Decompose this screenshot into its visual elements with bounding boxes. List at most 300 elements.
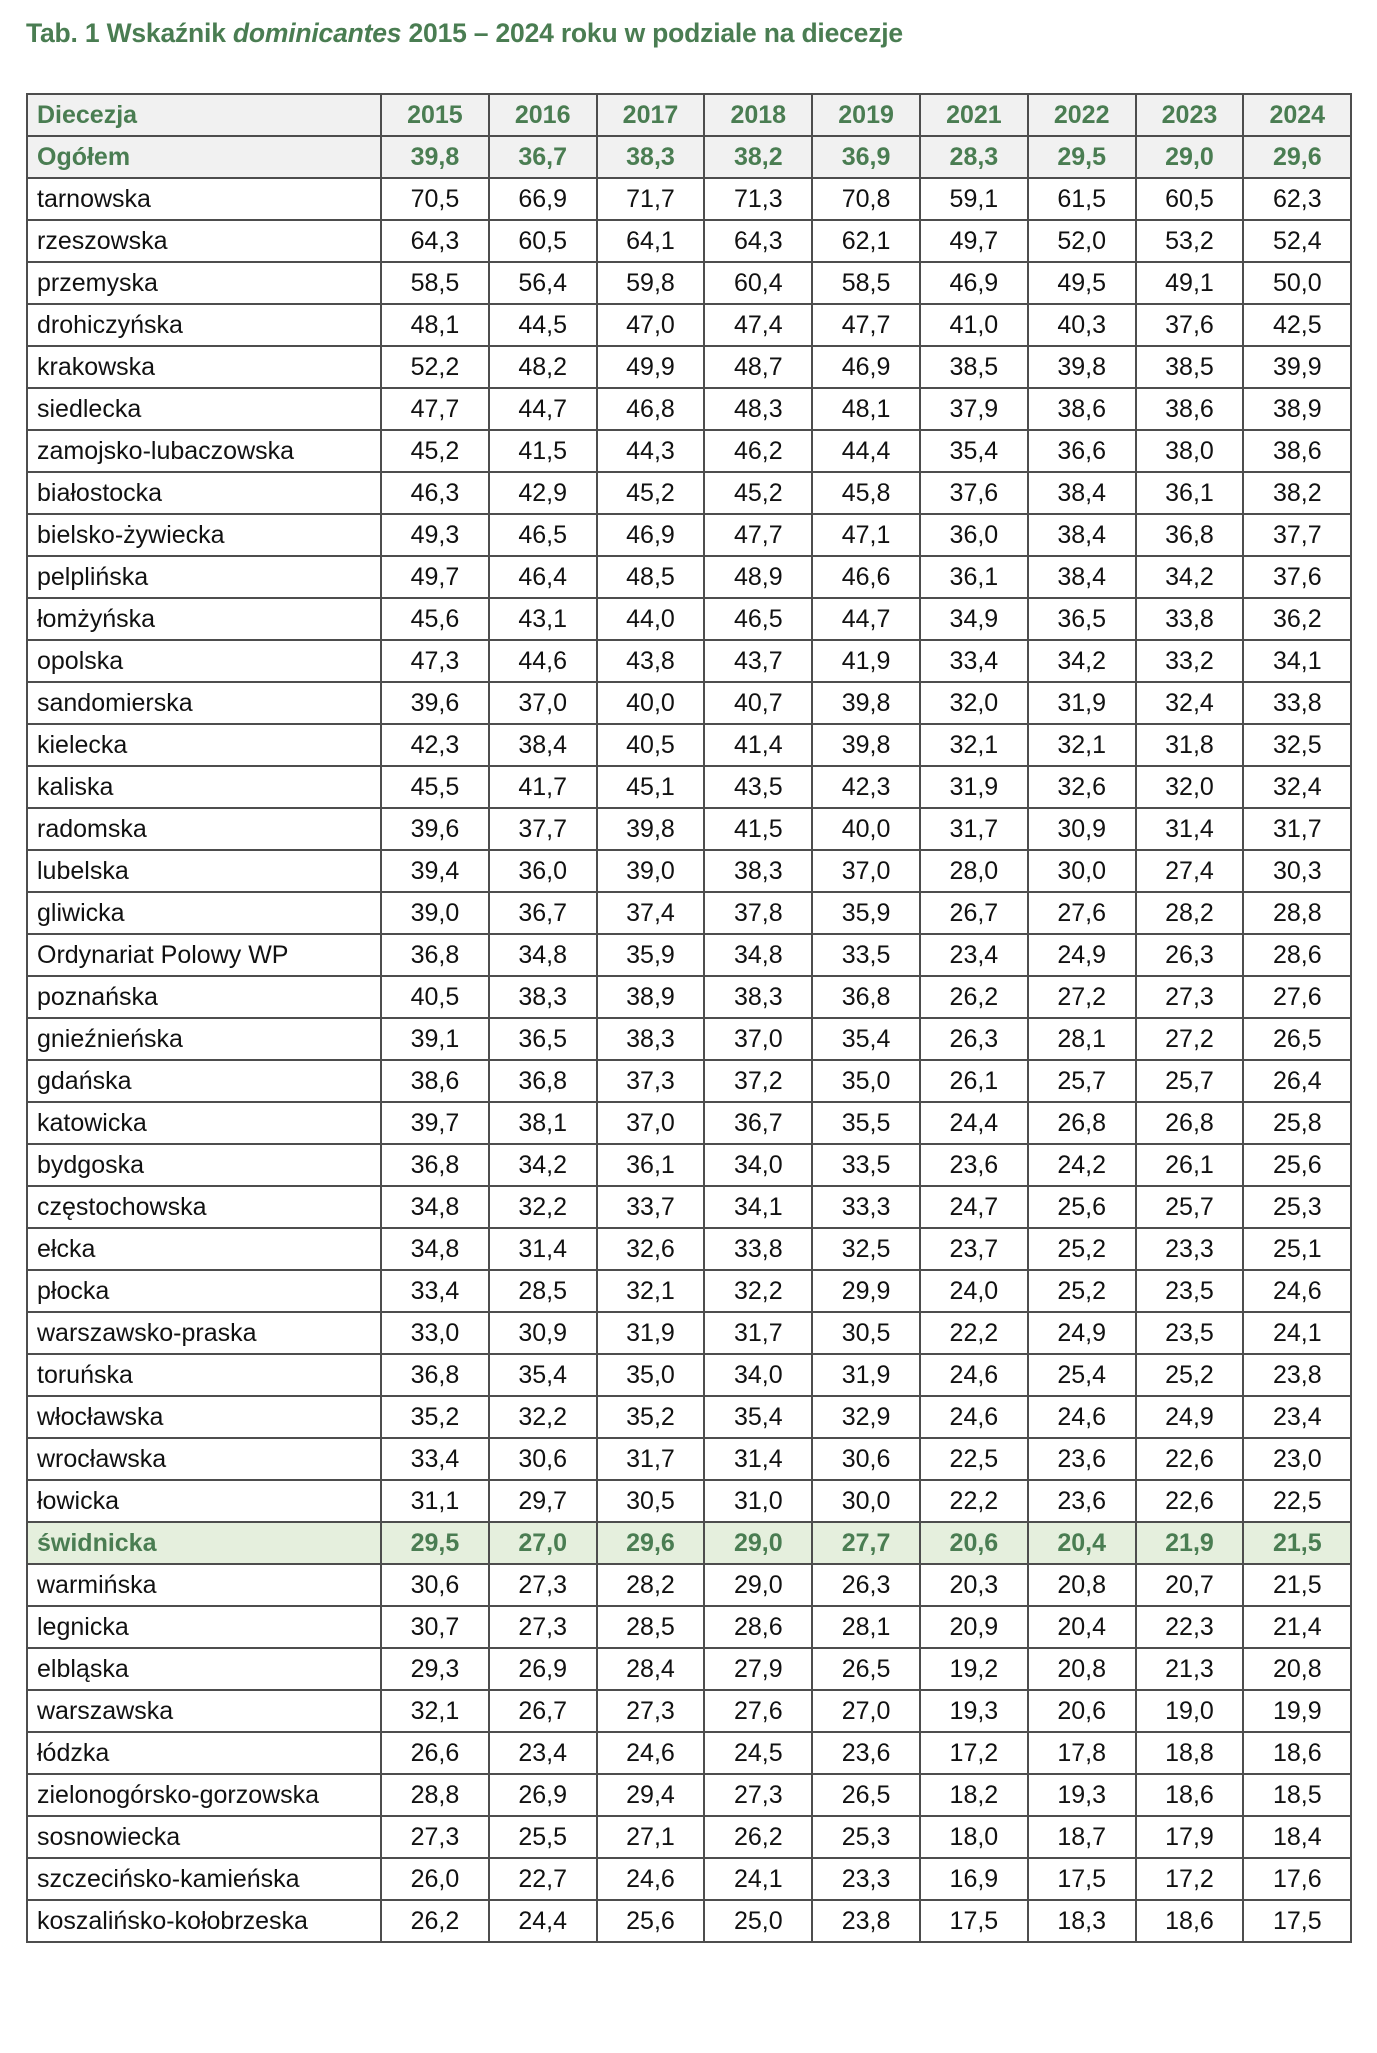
table-row [27, 220, 1351, 262]
diocese-name: zielonogórsko-gorzowska [27, 1774, 381, 1816]
value-cell: 25,2 [1028, 1228, 1136, 1270]
value-cell: 24,9 [1028, 934, 1136, 976]
value-cell: 26,4 [1243, 1060, 1351, 1102]
value-cell: 17,9 [1136, 1816, 1244, 1858]
value-cell: 42,9 [489, 472, 597, 514]
diocese-name: koszalińsko-kołobrzeska [27, 1900, 381, 1942]
value-cell: 26,2 [381, 1900, 489, 1942]
value-cell: 31,7 [1243, 808, 1351, 850]
value-cell: 34,8 [704, 934, 812, 976]
diocese-name: warszawsko-praska [27, 1312, 381, 1354]
value-cell: 20,4 [1028, 1522, 1136, 1564]
value-cell: 18,7 [1028, 1816, 1136, 1858]
value-cell: 36,0 [489, 850, 597, 892]
value-cell: 25,6 [1028, 1186, 1136, 1228]
value-cell: 36,6 [1028, 430, 1136, 472]
value-cell: 35,4 [704, 1396, 812, 1438]
value-cell: 32,2 [489, 1186, 597, 1228]
total-value: 29,5 [1028, 136, 1136, 178]
value-cell: 37,0 [489, 682, 597, 724]
table-row [27, 808, 1351, 850]
value-cell: 47,4 [704, 304, 812, 346]
diocese-name: łowicka [27, 1480, 381, 1522]
value-cell: 17,8 [1028, 1732, 1136, 1774]
value-cell: 39,6 [381, 682, 489, 724]
value-cell: 45,8 [812, 472, 920, 514]
table-title-prefix: Tab. 1 Wskaźnik [26, 18, 233, 48]
value-cell: 19,3 [920, 1690, 1028, 1732]
diocese-name: katowicka [27, 1102, 381, 1144]
table-row [27, 724, 1351, 766]
value-cell: 33,4 [381, 1438, 489, 1480]
diocese-name: łomżyńska [27, 598, 381, 640]
value-cell: 46,2 [704, 430, 812, 472]
value-cell: 29,0 [704, 1564, 812, 1606]
value-cell: 62,3 [1243, 178, 1351, 220]
value-cell: 27,9 [704, 1648, 812, 1690]
value-cell: 26,6 [381, 1732, 489, 1774]
value-cell: 27,0 [489, 1522, 597, 1564]
value-cell: 25,2 [1028, 1270, 1136, 1312]
dominicantes-table [26, 93, 1352, 1943]
value-cell: 26,5 [812, 1648, 920, 1690]
table-title-italic: dominicantes [232, 18, 402, 48]
diocese-name: płocka [27, 1270, 381, 1312]
value-cell: 27,3 [704, 1774, 812, 1816]
table-body [27, 136, 1351, 1942]
value-cell: 35,4 [920, 430, 1028, 472]
value-cell: 27,2 [1136, 1018, 1244, 1060]
value-cell: 28,4 [597, 1648, 705, 1690]
value-cell: 36,8 [489, 1060, 597, 1102]
value-cell: 17,6 [1243, 1858, 1351, 1900]
value-cell: 39,8 [597, 808, 705, 850]
table-row [27, 850, 1351, 892]
column-header-year: 2015 [381, 94, 489, 136]
value-cell: 23,6 [920, 1144, 1028, 1186]
value-cell: 28,2 [597, 1564, 705, 1606]
value-cell: 25,3 [812, 1816, 920, 1858]
value-cell: 34,8 [381, 1228, 489, 1270]
table-row [27, 1102, 1351, 1144]
value-cell: 44,7 [489, 388, 597, 430]
table-row [27, 892, 1351, 934]
value-cell: 44,3 [597, 430, 705, 472]
value-cell: 46,5 [489, 514, 597, 556]
value-cell: 37,3 [597, 1060, 705, 1102]
value-cell: 23,6 [1028, 1438, 1136, 1480]
value-cell: 18,0 [920, 1816, 1028, 1858]
diocese-name: pelplińska [27, 556, 381, 598]
value-cell: 46,9 [597, 514, 705, 556]
value-cell: 47,7 [704, 514, 812, 556]
diocese-name: ełcka [27, 1228, 381, 1270]
value-cell: 35,0 [597, 1354, 705, 1396]
diocese-name: warmińska [27, 1564, 381, 1606]
value-cell: 26,2 [704, 1816, 812, 1858]
table-row [27, 1900, 1351, 1942]
column-header-year: 2018 [704, 94, 812, 136]
value-cell: 25,7 [1136, 1060, 1244, 1102]
value-cell: 27,2 [1028, 976, 1136, 1018]
diocese-name: lubelska [27, 850, 381, 892]
value-cell: 44,4 [812, 430, 920, 472]
table-row [27, 976, 1351, 1018]
diocese-name: bielsko-żywiecka [27, 514, 381, 556]
value-cell: 58,5 [381, 262, 489, 304]
table-row [27, 1060, 1351, 1102]
value-cell: 64,3 [381, 220, 489, 262]
value-cell: 59,1 [920, 178, 1028, 220]
value-cell: 20,8 [1028, 1648, 1136, 1690]
total-value: 36,9 [812, 136, 920, 178]
value-cell: 39,0 [597, 850, 705, 892]
value-cell: 32,5 [1243, 724, 1351, 766]
value-cell: 61,5 [1028, 178, 1136, 220]
value-cell: 60,4 [704, 262, 812, 304]
value-cell: 27,7 [812, 1522, 920, 1564]
value-cell: 39,9 [1243, 346, 1351, 388]
value-cell: 48,1 [381, 304, 489, 346]
table-row [27, 1396, 1351, 1438]
value-cell: 41,0 [920, 304, 1028, 346]
value-cell: 36,1 [1136, 472, 1244, 514]
value-cell: 36,2 [1243, 598, 1351, 640]
table-title-suffix: 2015 – 2024 roku w podziale na diecezje [401, 18, 903, 48]
value-cell: 33,4 [920, 640, 1028, 682]
value-cell: 19,3 [1028, 1774, 1136, 1816]
value-cell: 27,1 [597, 1816, 705, 1858]
total-row [27, 136, 1351, 178]
value-cell: 26,3 [1136, 934, 1244, 976]
value-cell: 28,8 [381, 1774, 489, 1816]
value-cell: 41,9 [812, 640, 920, 682]
value-cell: 46,4 [489, 556, 597, 598]
value-cell: 23,4 [1243, 1396, 1351, 1438]
value-cell: 38,4 [1028, 472, 1136, 514]
value-cell: 37,4 [597, 892, 705, 934]
value-cell: 42,3 [381, 724, 489, 766]
value-cell: 24,5 [704, 1732, 812, 1774]
table-row [27, 1564, 1351, 1606]
value-cell: 37,0 [597, 1102, 705, 1144]
value-cell: 27,6 [1243, 976, 1351, 1018]
value-cell: 33,8 [704, 1228, 812, 1270]
value-cell: 21,3 [1136, 1648, 1244, 1690]
table-row [27, 1312, 1351, 1354]
value-cell: 20,3 [920, 1564, 1028, 1606]
table-row [27, 1270, 1351, 1312]
column-header-year: 2017 [597, 94, 705, 136]
value-cell: 45,6 [381, 598, 489, 640]
value-cell: 37,0 [704, 1018, 812, 1060]
diocese-name: drohiczyńska [27, 304, 381, 346]
value-cell: 24,0 [920, 1270, 1028, 1312]
table-row-highlighted [27, 1522, 1351, 1564]
value-cell: 31,1 [381, 1480, 489, 1522]
value-cell: 36,8 [1136, 514, 1244, 556]
diocese-name: siedlecka [27, 388, 381, 430]
value-cell: 18,8 [1136, 1732, 1244, 1774]
value-cell: 58,5 [812, 262, 920, 304]
value-cell: 45,2 [597, 472, 705, 514]
value-cell: 26,5 [812, 1774, 920, 1816]
value-cell: 23,5 [1136, 1270, 1244, 1312]
value-cell: 38,3 [704, 850, 812, 892]
table-row [27, 1018, 1351, 1060]
diocese-name: świdnicka [27, 1522, 381, 1564]
value-cell: 48,3 [704, 388, 812, 430]
diocese-name: radomska [27, 808, 381, 850]
table-row [27, 640, 1351, 682]
value-cell: 21,9 [1136, 1522, 1244, 1564]
value-cell: 28,1 [812, 1606, 920, 1648]
header-row [27, 94, 1351, 136]
table-row [27, 1732, 1351, 1774]
value-cell: 38,4 [1028, 514, 1136, 556]
value-cell: 25,6 [597, 1900, 705, 1942]
value-cell: 30,6 [381, 1564, 489, 1606]
value-cell: 33,2 [1136, 640, 1244, 682]
value-cell: 40,3 [1028, 304, 1136, 346]
value-cell: 39,4 [381, 850, 489, 892]
value-cell: 23,4 [489, 1732, 597, 1774]
table-row [27, 1186, 1351, 1228]
value-cell: 33,3 [812, 1186, 920, 1228]
value-cell: 53,2 [1136, 220, 1244, 262]
value-cell: 46,9 [920, 262, 1028, 304]
value-cell: 38,0 [1136, 430, 1244, 472]
value-cell: 20,6 [1028, 1690, 1136, 1732]
value-cell: 28,8 [1243, 892, 1351, 934]
table-row [27, 1858, 1351, 1900]
value-cell: 40,0 [812, 808, 920, 850]
table-row [27, 472, 1351, 514]
value-cell: 31,0 [704, 1480, 812, 1522]
value-cell: 70,8 [812, 178, 920, 220]
column-header-year: 2019 [812, 94, 920, 136]
value-cell: 49,7 [920, 220, 1028, 262]
value-cell: 46,8 [597, 388, 705, 430]
value-cell: 36,8 [812, 976, 920, 1018]
value-cell: 26,5 [1243, 1018, 1351, 1060]
value-cell: 24,7 [920, 1186, 1028, 1228]
value-cell: 56,4 [489, 262, 597, 304]
value-cell: 25,3 [1243, 1186, 1351, 1228]
diocese-name: szczecińsko-kamieńska [27, 1858, 381, 1900]
value-cell: 44,0 [597, 598, 705, 640]
value-cell: 24,6 [597, 1858, 705, 1900]
table-title [26, 18, 903, 49]
value-cell: 52,2 [381, 346, 489, 388]
value-cell: 40,5 [381, 976, 489, 1018]
value-cell: 36,7 [489, 892, 597, 934]
value-cell: 49,3 [381, 514, 489, 556]
value-cell: 49,5 [1028, 262, 1136, 304]
value-cell: 38,6 [1136, 388, 1244, 430]
value-cell: 29,5 [381, 1522, 489, 1564]
value-cell: 37,8 [704, 892, 812, 934]
table-row [27, 304, 1351, 346]
value-cell: 36,5 [1028, 598, 1136, 640]
value-cell: 27,0 [812, 1690, 920, 1732]
value-cell: 29,0 [704, 1522, 812, 1564]
value-cell: 33,8 [1243, 682, 1351, 724]
value-cell: 45,2 [381, 430, 489, 472]
value-cell: 36,7 [704, 1102, 812, 1144]
value-cell: 22,3 [1136, 1606, 1244, 1648]
value-cell: 30,6 [812, 1438, 920, 1480]
value-cell: 28,5 [597, 1606, 705, 1648]
value-cell: 60,5 [1136, 178, 1244, 220]
diocese-name: poznańska [27, 976, 381, 1018]
value-cell: 32,0 [920, 682, 1028, 724]
value-cell: 19,9 [1243, 1690, 1351, 1732]
value-cell: 26,8 [1136, 1102, 1244, 1144]
value-cell: 23,8 [1243, 1354, 1351, 1396]
value-cell: 42,5 [1243, 304, 1351, 346]
diocese-name: częstochowska [27, 1186, 381, 1228]
value-cell: 45,2 [704, 472, 812, 514]
value-cell: 24,1 [1243, 1312, 1351, 1354]
diocese-name: sosnowiecka [27, 1816, 381, 1858]
diocese-name: gdańska [27, 1060, 381, 1102]
value-cell: 49,1 [1136, 262, 1244, 304]
value-cell: 64,1 [597, 220, 705, 262]
value-cell: 43,7 [704, 640, 812, 682]
value-cell: 30,0 [1028, 850, 1136, 892]
value-cell: 46,6 [812, 556, 920, 598]
value-cell: 17,5 [1243, 1900, 1351, 1942]
value-cell: 24,4 [920, 1102, 1028, 1144]
value-cell: 18,4 [1243, 1816, 1351, 1858]
value-cell: 45,1 [597, 766, 705, 808]
diocese-name: opolska [27, 640, 381, 682]
value-cell: 24,2 [1028, 1144, 1136, 1186]
value-cell: 36,5 [489, 1018, 597, 1060]
value-cell: 31,4 [1136, 808, 1244, 850]
value-cell: 26,7 [920, 892, 1028, 934]
diocese-name: krakowska [27, 346, 381, 388]
value-cell: 33,7 [597, 1186, 705, 1228]
diocese-name: włocławska [27, 1396, 381, 1438]
table-row [27, 1438, 1351, 1480]
table-row [27, 1606, 1351, 1648]
value-cell: 18,6 [1136, 1774, 1244, 1816]
value-cell: 30,9 [1028, 808, 1136, 850]
value-cell: 26,9 [489, 1774, 597, 1816]
value-cell: 28,2 [1136, 892, 1244, 934]
value-cell: 26,1 [920, 1060, 1028, 1102]
value-cell: 62,1 [812, 220, 920, 262]
value-cell: 20,9 [920, 1606, 1028, 1648]
value-cell: 25,0 [704, 1900, 812, 1942]
value-cell: 25,2 [1136, 1354, 1244, 1396]
value-cell: 41,4 [704, 724, 812, 766]
value-cell: 32,1 [1028, 724, 1136, 766]
column-header-year: 2022 [1028, 94, 1136, 136]
table-row [27, 934, 1351, 976]
value-cell: 26,8 [1028, 1102, 1136, 1144]
total-label: Ogółem [27, 136, 381, 178]
value-cell: 38,3 [489, 976, 597, 1018]
table-row [27, 682, 1351, 724]
value-cell: 20,6 [920, 1522, 1028, 1564]
value-cell: 31,8 [1136, 724, 1244, 766]
value-cell: 34,0 [704, 1354, 812, 1396]
table-row [27, 1228, 1351, 1270]
value-cell: 29,4 [597, 1774, 705, 1816]
value-cell: 18,6 [1243, 1732, 1351, 1774]
value-cell: 30,9 [489, 1312, 597, 1354]
value-cell: 39,1 [381, 1018, 489, 1060]
value-cell: 43,1 [489, 598, 597, 640]
value-cell: 31,9 [597, 1312, 705, 1354]
value-cell: 41,5 [489, 430, 597, 472]
value-cell: 34,1 [704, 1186, 812, 1228]
diocese-name: wrocławska [27, 1438, 381, 1480]
table-row [27, 556, 1351, 598]
diocese-name: toruńska [27, 1354, 381, 1396]
value-cell: 34,2 [489, 1144, 597, 1186]
value-cell: 23,0 [1243, 1438, 1351, 1480]
value-cell: 48,9 [704, 556, 812, 598]
value-cell: 37,9 [920, 388, 1028, 430]
value-cell: 40,0 [597, 682, 705, 724]
value-cell: 36,8 [381, 1354, 489, 1396]
value-cell: 27,3 [597, 1690, 705, 1732]
value-cell: 40,7 [704, 682, 812, 724]
value-cell: 52,4 [1243, 220, 1351, 262]
value-cell: 37,6 [1136, 304, 1244, 346]
value-cell: 27,4 [1136, 850, 1244, 892]
value-cell: 37,0 [812, 850, 920, 892]
value-cell: 34,2 [1136, 556, 1244, 598]
value-cell: 38,4 [489, 724, 597, 766]
table-row [27, 1690, 1351, 1732]
value-cell: 39,6 [381, 808, 489, 850]
value-cell: 23,5 [1136, 1312, 1244, 1354]
table-row [27, 1144, 1351, 1186]
value-cell: 23,6 [1028, 1480, 1136, 1522]
diocese-name: legnicka [27, 1606, 381, 1648]
value-cell: 33,5 [812, 934, 920, 976]
value-cell: 38,6 [1243, 430, 1351, 472]
value-cell: 37,7 [489, 808, 597, 850]
value-cell: 34,2 [1028, 640, 1136, 682]
value-cell: 36,8 [381, 934, 489, 976]
value-cell: 18,3 [1028, 1900, 1136, 1942]
value-cell: 47,1 [812, 514, 920, 556]
value-cell: 36,0 [920, 514, 1028, 556]
value-cell: 38,9 [1243, 388, 1351, 430]
value-cell: 26,0 [381, 1858, 489, 1900]
value-cell: 26,2 [920, 976, 1028, 1018]
value-cell: 48,1 [812, 388, 920, 430]
value-cell: 52,0 [1028, 220, 1136, 262]
column-header-year: 2024 [1243, 94, 1351, 136]
value-cell: 32,2 [489, 1396, 597, 1438]
value-cell: 31,7 [597, 1438, 705, 1480]
value-cell: 38,5 [920, 346, 1028, 388]
value-cell: 25,6 [1243, 1144, 1351, 1186]
value-cell: 26,3 [920, 1018, 1028, 1060]
value-cell: 38,3 [597, 1018, 705, 1060]
column-header-year: 2021 [920, 94, 1028, 136]
value-cell: 29,3 [381, 1648, 489, 1690]
value-cell: 23,8 [812, 1900, 920, 1942]
value-cell: 24,6 [597, 1732, 705, 1774]
